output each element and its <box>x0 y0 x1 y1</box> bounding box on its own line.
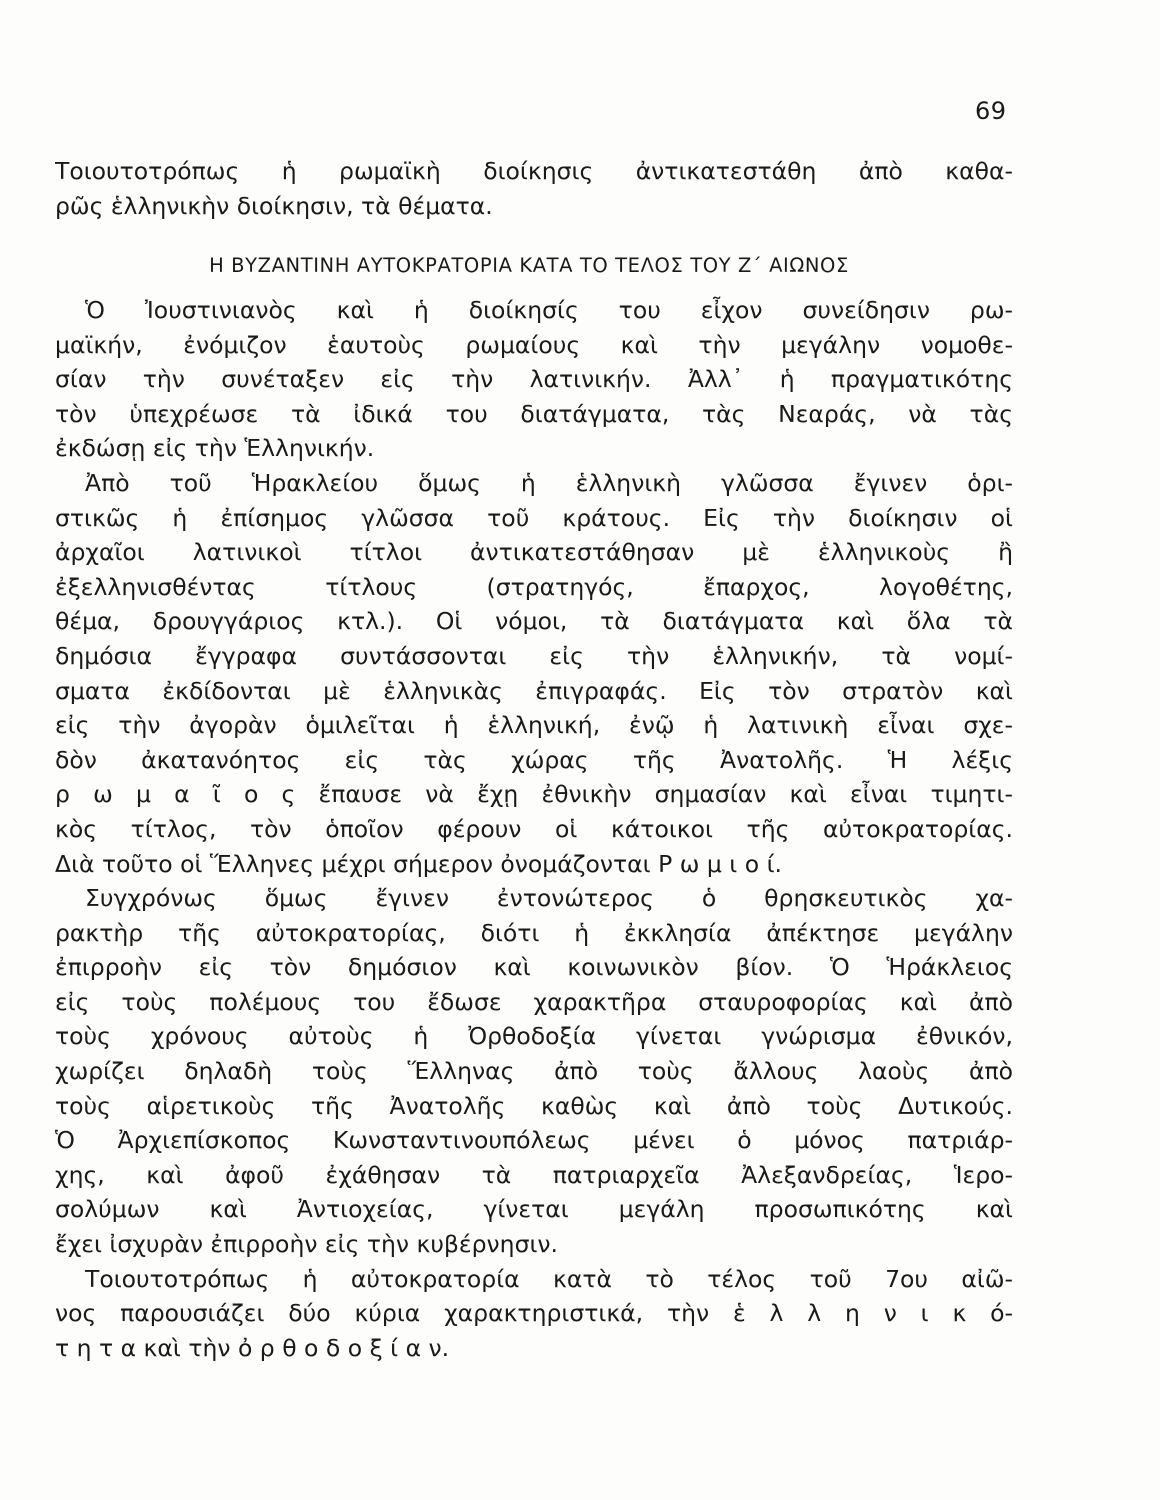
text-line: νος παρουσιάζει δύο κύρια χαρακτηριστικά, τὴν ἑ λ λ η ν ι κ ό- <box>55 1299 1013 1328</box>
text-line: ἔχει ἰσχυρὰν ἐπιρροὴν εἰς τὴν κυβέρνησιν. <box>55 1230 559 1259</box>
text-line: Ἀπὸ τοῦ Ἡρακλείου ὅμως ἡ ἑλληνικὴ γλῶσσα ἔγινεν ὁρι- <box>85 468 1013 497</box>
text-line: ρ ω μ α ῖ ο ς ἔπαυσε νὰ ἔχῃ ἐθνικὴν σημασίαν καὶ εἶναι τιμητι- <box>55 780 1013 809</box>
text-line: σίαν τὴν συνέταξεν εἰς τὴν λατινικήν. Ἀλλ᾽ ἡ πραγματικότης <box>55 365 1013 394</box>
body-text <box>55 293 1013 1365</box>
text-line: εἰς τὴν ἀγορὰν ὁμιλεῖται ἡ ἑλληνική, ἐνῷ ἡ λατινικὴ εἶναι σχε- <box>55 711 1013 740</box>
text-line: χης, καὶ ἀφοῦ ἐχάθησαν τὰ πατριαρχεῖα Ἀλεξανδρείας, Ἱερο- <box>55 1160 1013 1189</box>
text-line: δημόσια ἔγγραφα συντάσσονται εἰς τὴν ἑλληνικήν, τὰ νομί- <box>55 641 1013 670</box>
text-line: χωρίζει δηλαδὴ τοὺς Ἕλληνας ἀπὸ τοὺς ἄλλους λαοὺς ἀπὸ <box>55 1057 1013 1086</box>
page-number: 69 <box>975 97 1007 125</box>
text-line: μαϊκήν, ἐνόμιζον ἑαυτοὺς ρωμαίους καὶ τὴν μεγάλην νομοθε- <box>55 330 1013 359</box>
text-line: σολύμων καὶ Ἀντιοχείας, γίνεται μεγάλη προσωπικότης καὶ <box>55 1195 1013 1224</box>
text-line: Ὁ Ἰουστινιανὸς καὶ ἡ διοίκησίς του εἶχον συνείδησιν ρω- <box>85 296 1013 324</box>
text-line: ρῶς ἑλληνικὴν διοίκησιν, τὰ θέματα. <box>55 191 493 220</box>
text-line: τὸν ὑπεχρέωσε τὰ ἰδικά του διατάγματα, τὰς Νεαράς, νὰ τὰς <box>55 399 1013 428</box>
text-line: εἰς τοὺς πολέμους του ἔδωσε χαρακτῆρα σταυροφορίας καὶ ἀπὸ <box>55 987 1013 1016</box>
section-heading: Η ΒΥΖΑΝΤΙΝΗ ΑΥΤΟΚΡΑΤΟΡΙΑ ΚΑΤΑ ΤΟ ΤΕΛΟΣ ΤΟΥ Ζ΄ ΑΙΩΝΟΣ <box>209 254 849 277</box>
text-line: ἐξελληνισθέντας τίτλους (στρατηγός, ἔπαρχος, λογοθέτης, <box>55 572 1013 601</box>
intro-paragraph <box>55 154 1013 223</box>
text-line: Διὰ τοῦτο οἱ Ἕλληνες μέχρι σήμερον ὀνομάζονται Ρ ω μ ι ο ί. <box>55 849 782 878</box>
text-line: τ η τ α καὶ τὴν ὀ ρ θ ο δ ο ξ ί α ν. <box>55 1333 450 1362</box>
text-line: θέμα, δρουγγάριος κτλ.). Οἱ νόμοι, τὰ διατάγματα καὶ ὅλα τὰ <box>55 607 1013 636</box>
text-line: σματα ἐκδίδονται μὲ ἑλληνικὰς ἐπιγραφάς. Εἰς τὸν στρατὸν καὶ <box>55 676 1013 705</box>
text-line: τοὺς αἱρετικοὺς τῆς Ἀνατολῆς καθὼς καὶ ἀπὸ τοὺς Δυτικούς. <box>55 1091 1013 1120</box>
text-line: ρακτὴρ τῆς αὐτοκρατορίας, διότι ἡ ἐκκλησία ἀπέκτησε μεγάλην <box>55 918 1013 947</box>
text-line: στικῶς ἡ ἐπίσημος γλῶσσα τοῦ κράτους. Εἰς τὴν διοίκησιν οἱ <box>55 503 1013 532</box>
text-line: Τοιουτοτρόπως ἡ ρωμαϊκὴ διοίκησις ἀντικατεστάθη ἀπὸ καθα- <box>55 157 1013 185</box>
text-line: δὸν ἀκατανόητος εἰς τὰς χώρας τῆς Ἀνατολῆς. Ἡ λέξις <box>55 745 1013 774</box>
text-line: Τοιουτοτρόπως ἡ αὐτοκρατορία κατὰ τὸ τέλος τοῦ 7ου αἰῶ- <box>85 1264 1013 1293</box>
text-line: κὸς τίτλος, τὸν ὁποῖον φέρουν οἱ κάτοικοι τῆς αὐτοκρατορίας. <box>55 814 1013 843</box>
text-line: ἐκδώσῃ εἰς τὴν Ἑλληνικήν. <box>55 434 375 463</box>
text-line: ἐπιρροὴν εἰς τὸν δημόσιον καὶ κοινωνικὸν βίον. Ὁ Ἡράκλειος <box>55 953 1013 982</box>
text-line: Ὁ Ἀρχιεπίσκοπος Κωνσταντινουπόλεως μένει ὁ μόνος πατριάρ- <box>55 1126 1013 1155</box>
text-line: Συγχρόνως ὅμως ἔγινεν ἐντονώτερος ὁ θρησκευτικὸς χα- <box>85 884 1013 913</box>
text-line: ἀρχαῖοι λατινικοὶ τίτλοι ἀντικατεστάθησαν μὲ ἑλληνικοὺς ἢ <box>55 538 1013 567</box>
text-line: τοὺς χρόνους αὐτοὺς ἡ Ὀρθοδοξία γίνεται γνώρισμα ἐθνικόν, <box>55 1022 1013 1051</box>
